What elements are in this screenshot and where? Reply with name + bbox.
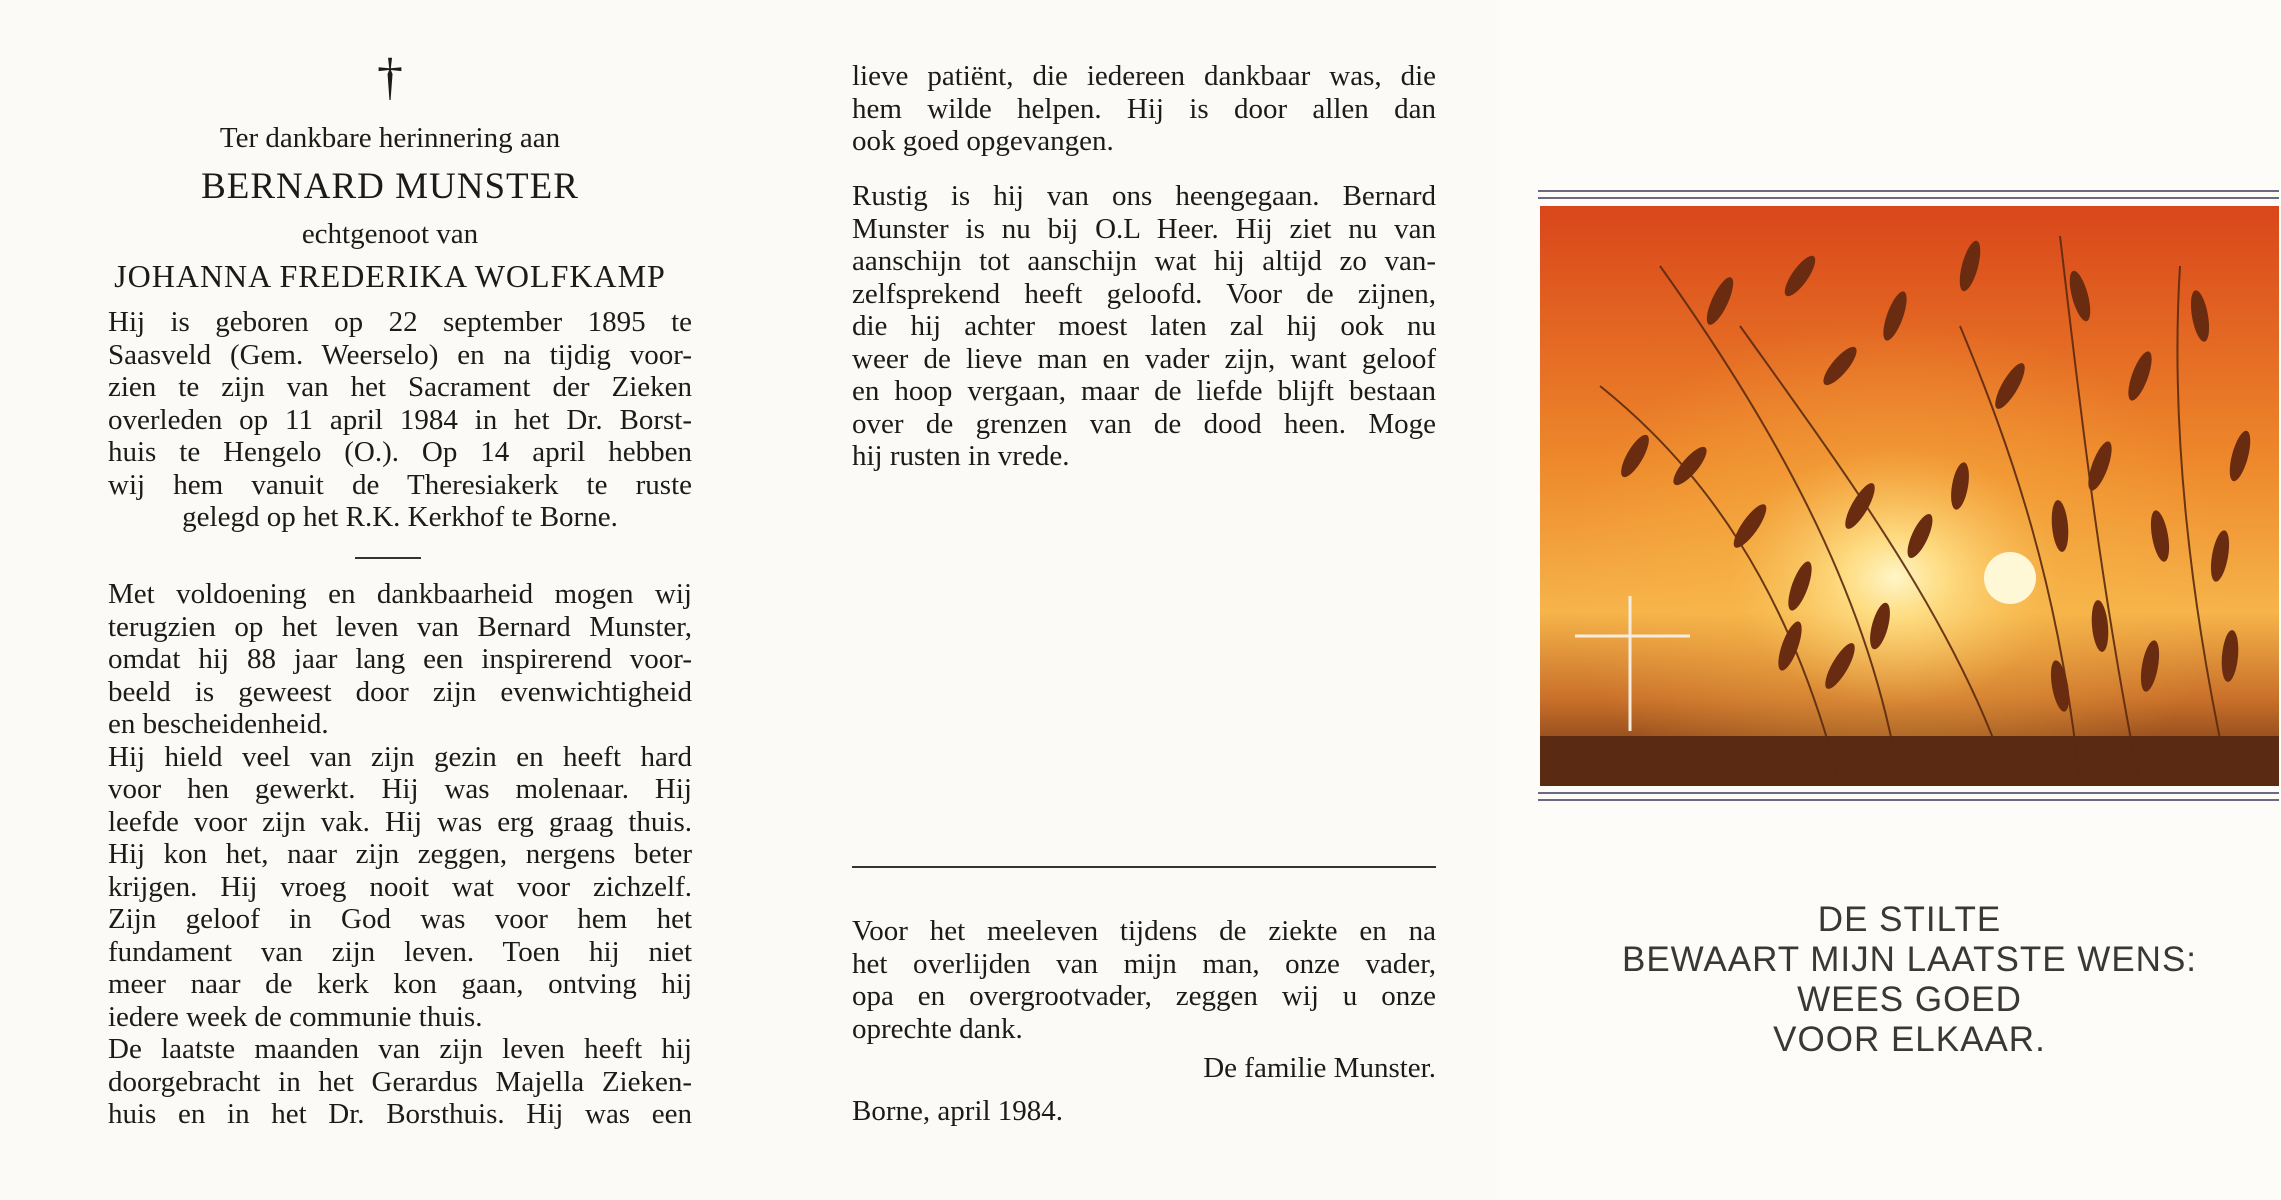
tribute-line: omdat hij 88 jaar lang een inspirerend voor-: [108, 643, 692, 675]
intro-text: Ter dankbare herinnering aan: [219, 122, 561, 154]
section-divider: [355, 557, 421, 559]
continued-text: [852, 60, 1436, 158]
frame-line-bottom-2: [1538, 799, 2279, 801]
verse-line: WEES GOED: [1797, 980, 2022, 1019]
tribute-line: doorgebracht in het Gerardus Majella Zieken-: [108, 1065, 692, 1098]
tribute-line: terugzien op het leven van Bernard Munster,: [108, 610, 692, 643]
tribute-line: fundament van zijn leven. Toen hij niet: [108, 935, 692, 968]
spouse-name: JOHANNA FREDERIKA WOLFKAMP: [114, 258, 666, 294]
frame-line-bottom-1: [1538, 792, 2279, 794]
bio-line: Saasveld (Gem. Weerselo) en na tijdig voor-: [108, 338, 692, 371]
tribute-line: huis en in het Dr. Borsthuis. Hij was een: [108, 1098, 692, 1130]
place-date: Borne, april 1984.: [852, 1095, 1064, 1127]
text-line: oprechte dank.: [852, 1012, 1023, 1045]
section-divider: [852, 866, 1436, 868]
verse-line: DE STILTE: [1817, 900, 2002, 939]
text-line: over de grenzen van de dood heen. Moge: [852, 407, 1436, 440]
frame-line-top-1: [1538, 190, 2279, 192]
sunset-image: [1540, 206, 2279, 786]
tribute-line: voor hen gewerkt. Hij was molenaar. Hij: [108, 773, 692, 805]
text-line: Rustig is hij van ons heengegaan. Bernard: [852, 180, 1436, 212]
tribute-line: Met voldoening en dankbaarheid mogen wij: [108, 578, 692, 610]
cross-symbol: †: [377, 49, 403, 106]
text-line: zelfsprekend heeft geloofd. Voor de zijnen,: [852, 277, 1436, 310]
text-line: lieve patiënt, die iedereen dankbaar was, die: [852, 60, 1436, 92]
tribute-line: Zijn geloof in God was voor hem het: [108, 903, 692, 935]
text-line: weer de lieve man en vader zijn, want geloof: [852, 342, 1436, 375]
text-line: aanschijn tot aanschijn wat hij altijd zo van-: [852, 245, 1436, 277]
text-line: die hij achter moest laten zal hij ook nu: [852, 310, 1436, 342]
sunset-photo: [1540, 206, 2279, 786]
text-line: hij rusten in vrede.: [852, 440, 1070, 472]
tribute-line: beeld is geweest door zijn evenwichtigheid: [108, 675, 692, 708]
text-line: hem wilde helpen. Hij is door allen dan: [852, 92, 1436, 125]
tribute-line: meer naar de kerk kon gaan, ontving hij: [108, 968, 692, 1000]
verse-line: VOOR ELKAAR.: [1773, 1020, 2046, 1059]
verse-text: [1540, 900, 2279, 1060]
tribute-line: leefde voor zijn vak. Hij was erg graag thuis.: [108, 805, 692, 838]
biography: [108, 306, 692, 534]
bio-line: overleden op 11 april 1984 in het Dr. Borst-: [108, 403, 692, 436]
tribute-line: Hij hield veel van zijn gezin en heeft hard: [108, 740, 692, 773]
bio-line: zien te zijn van het Sacrament der Zieken: [108, 371, 692, 403]
text-line: Munster is nu bij O.L Heer. Hij ziet nu van: [852, 212, 1436, 245]
spouse-intro: echtgenoot van: [301, 218, 479, 250]
thanks-text: [852, 915, 1436, 1045]
tribute-line: iedere week de communie thuis.: [108, 1000, 483, 1033]
tribute-line: krijgen. Hij vroeg nooit wat voor zichzelf.: [108, 870, 692, 903]
verse-line: BEWAART MIJN LAATSTE WENS:: [1621, 940, 2198, 979]
bio-line: wij hem vanuit de Theresiakerk te ruste: [108, 468, 692, 501]
bio-line: gelegd op het R.K. Kerkhof te Borne.: [182, 501, 618, 533]
text-line: het overlijden van mijn man, onze vader,: [852, 947, 1436, 980]
left-panel: [0, 0, 781, 1200]
text-line: en hoop vergaan, maar de liefde blijft bestaan: [852, 375, 1436, 407]
text-line: Voor het meeleven tijdens de ziekte en na: [852, 915, 1436, 947]
tribute-line: en bescheidenheid.: [108, 708, 329, 740]
tribute-line: Hij kon het, naar zijn zeggen, nergens beter: [108, 838, 692, 870]
bio-line: huis te Hengelo (O.). Op 14 april hebben: [108, 436, 692, 468]
bio-line: Hij is geboren op 22 september 1895 te: [108, 306, 692, 338]
tribute-text: [108, 578, 692, 1131]
text-line: ook goed opgevangen.: [852, 125, 1114, 157]
deceased-name: BERNARD MUNSTER: [201, 166, 579, 207]
frame-line-top-2: [1538, 197, 2279, 199]
family-signature: De familie Munster.: [1203, 1052, 1436, 1084]
farewell-text: [852, 180, 1436, 473]
text-line: opa en overgrootvader, zeggen wij u onze: [852, 980, 1436, 1012]
tribute-line: De laatste maanden van zijn leven heeft hij: [108, 1033, 692, 1065]
